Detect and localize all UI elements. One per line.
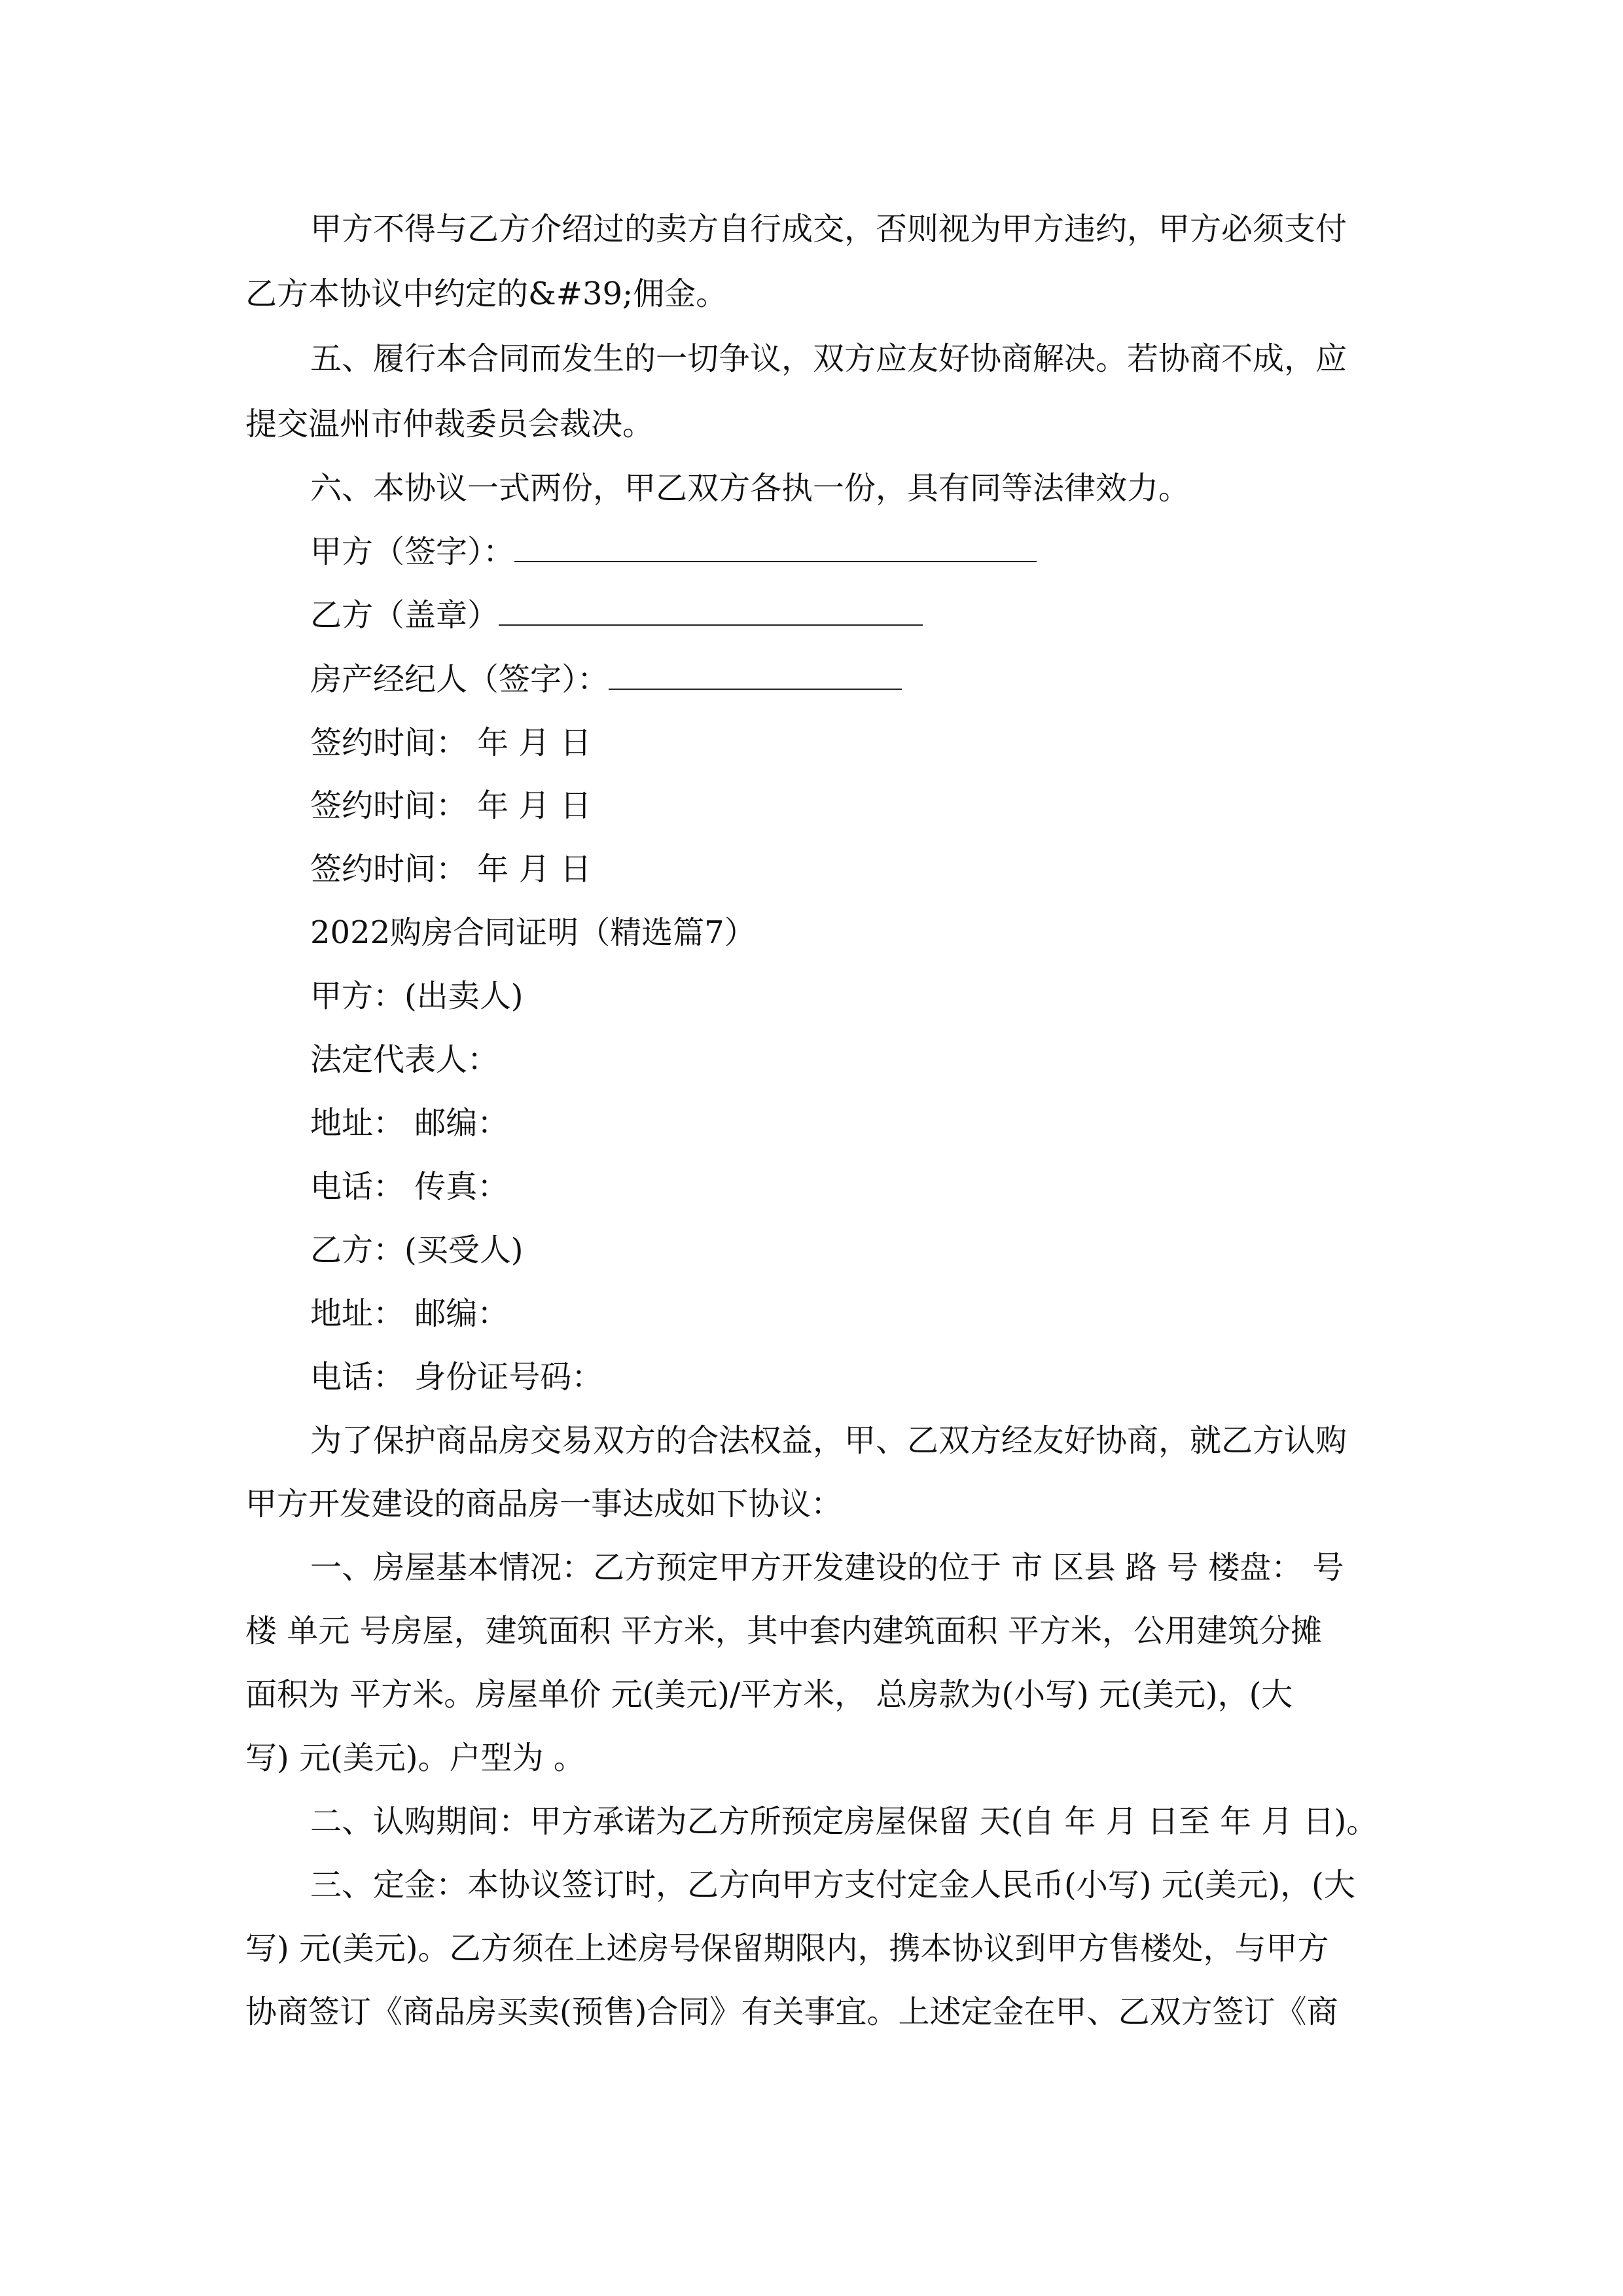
text-line: 甲方开发建设的商品房一事达成如下协议： <box>245 1486 843 1522</box>
buyer-label: 乙方：(买受人) <box>310 1232 524 1268</box>
sign-date: 签约时间： 年 月 日 <box>310 851 592 888</box>
seller-phone: 电话： 传真： <box>310 1168 509 1205</box>
signature-label: 甲方（签字）： <box>310 533 515 570</box>
text-line: 面积为 平方米。房屋单价 元(美元)/平方米， 总房款为(小写) 元(美元)，(大 <box>245 1676 1293 1713</box>
text-line: 协商签订《商品房买卖(预售)合同》有关事宜。上述定金在甲、乙双方签订《商 <box>245 1994 1338 2030</box>
text-line: 写) 元(美元)。户型为 。 <box>245 1740 585 1776</box>
text-line: 乙方本协议中约定的&#39;佣金。 <box>245 276 728 312</box>
signature-line-party-b <box>310 596 923 635</box>
signature-line-agent <box>310 660 902 699</box>
seller-address: 地址： 邮编： <box>310 1105 509 1141</box>
seller-label: 甲方：(出卖人) <box>310 978 524 1014</box>
sign-date: 签约时间： 年 月 日 <box>310 787 592 824</box>
signature-blank[interactable] <box>514 535 1037 562</box>
text-line: 二、认购期间：甲方承诺为乙方所预定房屋保留 天(自 年 月 日至 年 月 日)。 <box>310 1803 1378 1840</box>
sign-date: 签约时间： 年 月 日 <box>310 725 592 761</box>
seal-label: 乙方（盖章） <box>310 597 499 634</box>
agent-signature-label: 房产经纪人（签字）： <box>310 661 609 698</box>
seal-blank[interactable] <box>499 598 923 626</box>
text-line: 提交温州市仲裁委员会裁决。 <box>245 406 654 442</box>
text-line: 写) 元(美元)。乙方须在上述房号保留期限内，携本协议到甲方售楼处，与甲方 <box>245 1930 1329 1967</box>
text-line: 甲方不得与乙方介绍过的卖方自行成交，否则视为甲方违约，甲方必须支付 <box>310 211 1347 247</box>
buyer-address: 地址： 邮编： <box>310 1295 509 1332</box>
buyer-phone: 电话： 身份证号码： <box>310 1359 603 1395</box>
text-line: 一、房屋基本情况：乙方预定甲方开发建设的位于 市 区县 路 号 楼盘： 号 <box>310 1549 1344 1586</box>
text-line: 楼 单元 号房屋，建筑面积 平方米，其中套内建筑面积 平方米，公用建筑分摊 <box>245 1613 1323 1649</box>
text-line: 为了保护商品房交易双方的合法权益，甲、乙双方经友好协商，就乙方认购 <box>310 1422 1347 1459</box>
signature-line-party-a <box>310 532 1037 571</box>
legal-representative: 法定代表人： <box>310 1041 499 1078</box>
agent-signature-blank[interactable] <box>609 662 902 690</box>
text-line: 三、定金：本协议签订时，乙方向甲方支付定金人民币(小写) 元(美元)，(大 <box>310 1867 1355 1903</box>
section-heading: 2022购房合同证明（精选篇7） <box>310 914 756 951</box>
text-line: 六、本协议一式两份，甲乙双方各执一份，具有同等法律效力。 <box>310 470 1190 507</box>
text-line: 五、履行本合同而发生的一切争议，双方应友好协商解决。若协商不成，应 <box>310 340 1347 377</box>
